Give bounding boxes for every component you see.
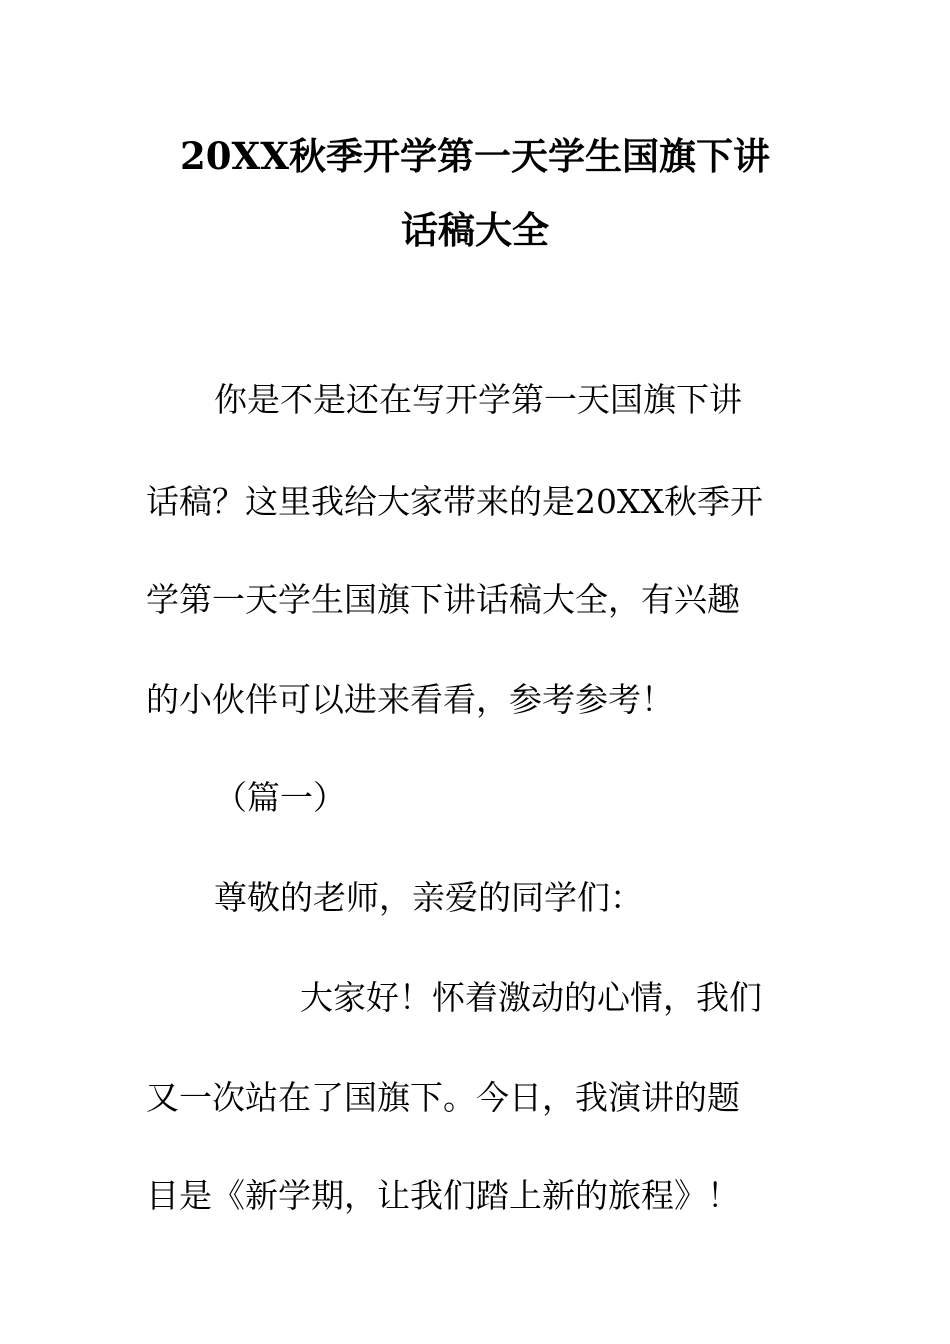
- body-paragraph-line: 目是《新学期，让我们踏上新的旅程》！: [146, 1176, 740, 1215]
- document-title-line-1: 20XX秋季开学第一天学生国旗下讲: [180, 134, 770, 178]
- document-title-line-2: 话稿大全: [401, 208, 549, 252]
- body-paragraph-line: 学第一天学生国旗下讲话稿大全，有兴趣: [146, 580, 740, 619]
- body-paragraph-line: 话稿？这里我给大家带来的是20XX秋季开: [146, 482, 763, 521]
- body-paragraph-line: 大家好！怀着激动的心情，我们: [300, 978, 762, 1017]
- salutation-line: 尊敬的老师，亲爱的同学们：: [214, 878, 643, 917]
- section-heading: （篇一）: [214, 778, 346, 817]
- body-paragraph-line: 又一次站在了国旗下。今日，我演讲的题: [146, 1078, 740, 1117]
- body-paragraph-line: 你是不是还在写开学第一天国旗下讲: [214, 380, 742, 419]
- body-paragraph-line: 的小伙伴可以进来看看，参考参考！: [146, 680, 674, 719]
